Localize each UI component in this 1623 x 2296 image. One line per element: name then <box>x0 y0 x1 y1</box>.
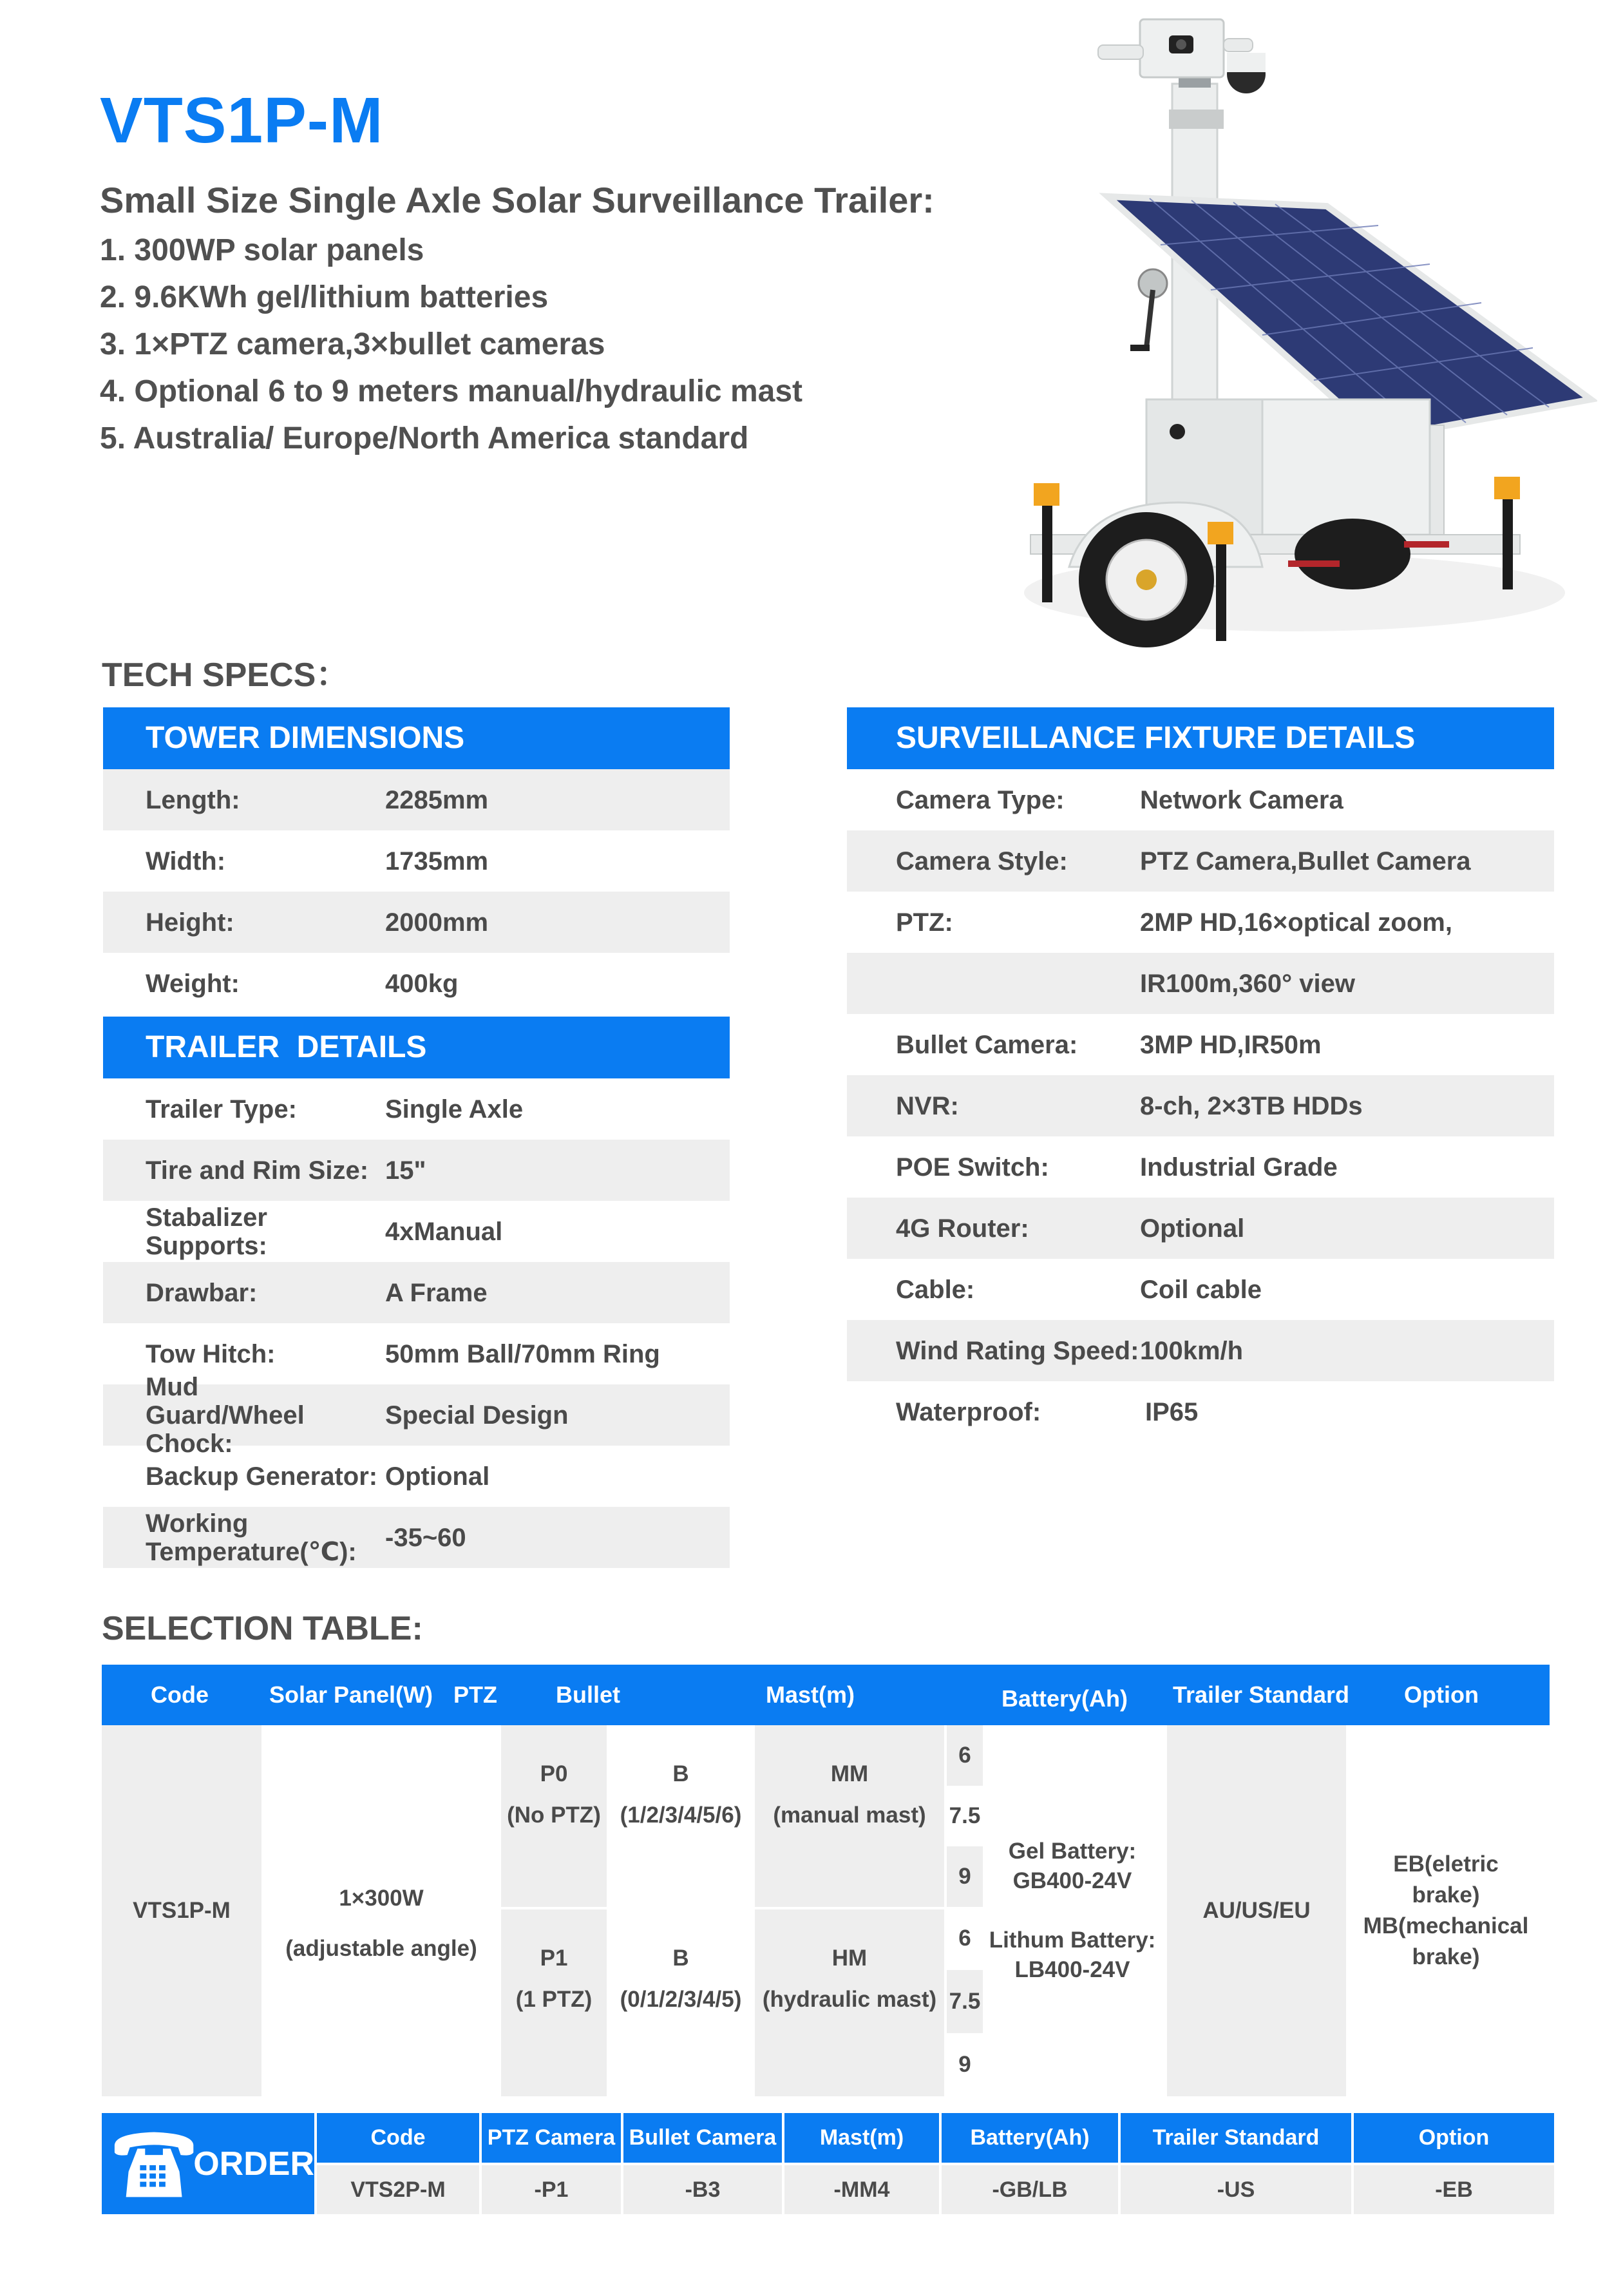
mast-code: MM <box>830 1761 869 1786</box>
spec-row <box>847 830 1554 892</box>
mast-cell <box>755 1909 944 2096</box>
mast-height-cell <box>947 1786 983 1846</box>
spec-row <box>847 892 1554 953</box>
spec-label: Tow Hitch: <box>146 1339 276 1368</box>
order-column-header: Battery(Ah) <box>942 2113 1118 2163</box>
spec-label: Width: <box>146 847 226 875</box>
order-column-header: Code <box>317 2113 479 2163</box>
trailer-standard-cell <box>1167 1725 1346 2096</box>
ptz-code: P0 <box>540 1761 568 1786</box>
spec-value: 100km/h <box>1140 1336 1244 1365</box>
column-header: Bullet <box>555 1681 620 1708</box>
lithium-battery-code: LB400-24V <box>1014 1957 1130 1982</box>
feature-item: 1. 300WP solar panels <box>100 233 424 267</box>
selection-table <box>102 1665 1550 2100</box>
column-header: Battery(Ah) <box>1001 1685 1128 1712</box>
trailer-details-header: TRAILER DETAILS <box>103 1017 730 1078</box>
spec-value: Industrial Grade <box>1140 1153 1338 1181</box>
mast-height-cell <box>947 2033 983 2096</box>
spec-row <box>103 1201 730 1262</box>
solar-panel-note: (adjustable angle) <box>285 1936 477 1961</box>
feature-list <box>100 227 802 462</box>
mast-height: 9 <box>958 1864 971 1889</box>
spec-row <box>847 953 1554 1014</box>
order-column-header: PTZ Camera <box>482 2113 621 2163</box>
surveillance-details-table <box>847 707 1554 1442</box>
spec-value: Optional <box>1140 1214 1245 1243</box>
order-column-value: -GB/LB <box>942 2165 1118 2214</box>
order-column-header: Trailer Standard <box>1121 2113 1351 2163</box>
column-header: Code <box>151 1681 209 1708</box>
tech-specs-heading: TECH SPECS： <box>102 656 350 694</box>
gel-battery-label: Gel Battery: <box>1008 1839 1137 1864</box>
mast-desc: (hydraulic mast) <box>762 1987 937 2012</box>
bullet-cell <box>607 1725 755 1907</box>
order-label: ORDER <box>193 2145 314 2183</box>
column-header: Option <box>1404 1681 1479 1708</box>
solar-panel-value: 1×300W <box>339 1886 424 1911</box>
spec-row <box>103 830 730 892</box>
ptz-cell <box>501 1725 607 1907</box>
spec-row <box>847 1014 1554 1075</box>
spec-value: A Frame <box>385 1278 488 1307</box>
feature-item: 2. 9.6KWh gel/lithium batteries <box>100 280 549 314</box>
order-column-header: Option <box>1354 2113 1554 2163</box>
spec-row <box>103 1078 730 1140</box>
spec-value: IR100m,360° view <box>1140 969 1355 998</box>
spec-value: 2000mm <box>385 908 489 937</box>
spec-label: Trailer Type: <box>146 1095 297 1124</box>
spec-row <box>103 769 730 830</box>
spec-value: 2MP HD,16×optical zoom, <box>1140 908 1452 937</box>
spec-value: IP65 <box>1145 1397 1199 1426</box>
order-column-value: -EB <box>1354 2165 1554 2214</box>
bullet-desc: (1/2/3/4/5/6) <box>620 1803 742 1828</box>
surveillance-details-header: SURVEILLANCE FIXTURE DETAILS <box>847 707 1554 769</box>
mast-height: 6 <box>958 1743 971 1768</box>
order-column-value: -P1 <box>482 2165 621 2214</box>
spec-row <box>847 1381 1554 1442</box>
column-header: Solar Panel(W) <box>269 1681 433 1708</box>
selection-table-header <box>102 1665 1550 1725</box>
option-text: MB(mechanical <box>1363 1913 1529 1938</box>
product-title: VTS1P-M <box>100 84 384 157</box>
spec-row <box>103 1140 730 1201</box>
ptz-cell <box>501 1909 607 2096</box>
order-column-header: Mast(m) <box>784 2113 939 2163</box>
column-header: Trailer Standard <box>1172 1681 1350 1708</box>
option-text: EB(eletric <box>1393 1851 1499 1877</box>
mast-height: 6 <box>958 1926 971 1951</box>
spec-row <box>103 1507 730 1568</box>
lithium-battery-label: Lithum Battery: <box>989 1928 1156 1953</box>
code-cell <box>102 1725 261 2096</box>
spec-label: NVR: <box>896 1091 959 1120</box>
feature-item: 3. 1×PTZ camera,3×bullet cameras <box>100 327 605 361</box>
order-column <box>1121 2113 1351 2214</box>
feature-item: 5. Australia/ Europe/North America standard <box>100 421 749 455</box>
order-example <box>102 2113 1554 2214</box>
code-value: VTS1P-M <box>133 1898 231 1923</box>
order-column <box>317 2113 479 2214</box>
product-subtitle: Small Size Single Axle Solar Surveillance Trailer: <box>100 180 935 220</box>
spec-value: Special Design <box>385 1401 569 1430</box>
mast-height: 7.5 <box>949 1989 981 2014</box>
gel-battery-code: GB400-24V <box>1012 1868 1132 1893</box>
spec-value: 400kg <box>385 969 459 998</box>
spec-label: Backup Generator: <box>146 1462 378 1491</box>
spec-label: Mud Guard/Wheel Chock: <box>146 1372 305 1458</box>
feature-item: 4. Optional 6 to 9 meters manual/hydraulic mast <box>100 374 802 408</box>
tower-dimensions-header: TOWER DIMENSIONS <box>103 707 730 769</box>
trailer-details-table <box>103 1017 730 1568</box>
product-image <box>992 13 1597 670</box>
bullet-cell <box>607 1909 755 2096</box>
trailer-standard-value: AU/US/EU <box>1202 1898 1311 1923</box>
spec-value: 15" <box>385 1156 426 1185</box>
mast-code: HM <box>831 1946 868 1971</box>
spec-label: PTZ: <box>896 908 953 937</box>
spec-row <box>847 769 1554 830</box>
spec-label: Drawbar: <box>146 1278 258 1307</box>
spec-row <box>103 1372 730 1458</box>
option-text: brake) <box>1412 1882 1480 1908</box>
spec-value: 3MP HD,IR50m <box>1140 1030 1322 1059</box>
order-badge <box>102 2113 314 2214</box>
telephone-icon <box>109 2125 198 2203</box>
order-column <box>942 2113 1118 2214</box>
spec-row <box>847 1136 1554 1198</box>
spec-value: 50mm Ball/70mm Ring <box>385 1339 660 1368</box>
spec-label: Tire and Rim Size: <box>146 1156 369 1185</box>
spec-label: Camera Style: <box>896 847 1068 875</box>
ptz-desc: (1 PTZ) <box>515 1987 593 2012</box>
order-column <box>1354 2113 1554 2214</box>
mast-height-cell <box>947 1970 983 2033</box>
bullet-desc: (0/1/2/3/4/5) <box>620 1987 742 2012</box>
spec-label: Bullet Camera: <box>896 1030 1078 1059</box>
column-header: Mast(m) <box>765 1681 855 1708</box>
spec-row <box>847 1075 1554 1136</box>
spec-row <box>847 1198 1554 1259</box>
spec-label: Working Temperature(℃): <box>146 1509 357 1566</box>
mast-height: 7.5 <box>949 1803 981 1828</box>
order-column <box>482 2113 621 2214</box>
spec-label: Wind Rating Speed: <box>896 1336 1139 1365</box>
spec-value: Network Camera <box>1140 785 1343 814</box>
bullet-code: B <box>672 1761 689 1786</box>
order-column-value: VTS2P-M <box>317 2165 479 2214</box>
spec-row <box>103 953 730 1014</box>
mast-height: 9 <box>958 2052 971 2077</box>
spec-label: Length: <box>146 785 240 814</box>
spec-value: 4xManual <box>385 1217 503 1246</box>
battery-cell <box>984 1725 1161 2096</box>
mast-cell <box>755 1725 944 1907</box>
spec-value: -35~60 <box>385 1523 466 1552</box>
ptz-code: P1 <box>540 1946 568 1971</box>
spec-label: Height: <box>146 908 234 937</box>
spec-label: Stabalizer Supports: <box>146 1203 267 1260</box>
spec-value: Single Axle <box>385 1095 524 1124</box>
mast-height-cell <box>947 1907 983 1970</box>
spec-label: POE Switch: <box>896 1153 1049 1181</box>
option-cell <box>1346 1725 1546 2096</box>
mast-height-cell <box>947 1725 983 1786</box>
spec-value: 1735mm <box>385 847 489 875</box>
spec-label: Waterproof: <box>896 1397 1041 1426</box>
spec-value: 2285mm <box>385 785 489 814</box>
order-column <box>784 2113 939 2214</box>
spec-label: Camera Type: <box>896 785 1065 814</box>
spec-label: Weight: <box>146 969 240 998</box>
spec-value: PTZ Camera,Bullet Camera <box>1140 847 1471 875</box>
bullet-code: B <box>672 1946 689 1971</box>
order-column-header: Bullet Camera <box>623 2113 782 2163</box>
spec-label: 4G Router: <box>896 1214 1029 1243</box>
spec-row <box>847 1259 1554 1320</box>
ptz-desc: (No PTZ) <box>507 1803 601 1828</box>
spec-row <box>103 892 730 953</box>
spec-value: Optional <box>385 1462 490 1491</box>
order-column-value: -US <box>1121 2165 1351 2214</box>
mast-desc: (manual mast) <box>773 1803 926 1828</box>
solar-panel-cell <box>261 1725 501 2096</box>
option-text: brake) <box>1412 1944 1480 1969</box>
selection-table-heading: SELECTION TABLE: <box>102 1610 423 1647</box>
spec-row <box>847 1320 1554 1381</box>
order-column-value: -B3 <box>623 2165 782 2214</box>
spec-value: Coil cable <box>1140 1275 1262 1304</box>
column-header: PTZ <box>453 1681 497 1708</box>
mast-height-cell <box>947 1846 983 1907</box>
spec-label: Cable: <box>896 1275 975 1304</box>
spec-row <box>103 1262 730 1323</box>
tower-dimensions-table <box>103 707 730 1014</box>
spec-value: 8-ch, 2×3TB HDDs <box>1140 1091 1363 1120</box>
order-column-value: -MM4 <box>784 2165 939 2214</box>
order-column <box>623 2113 782 2214</box>
